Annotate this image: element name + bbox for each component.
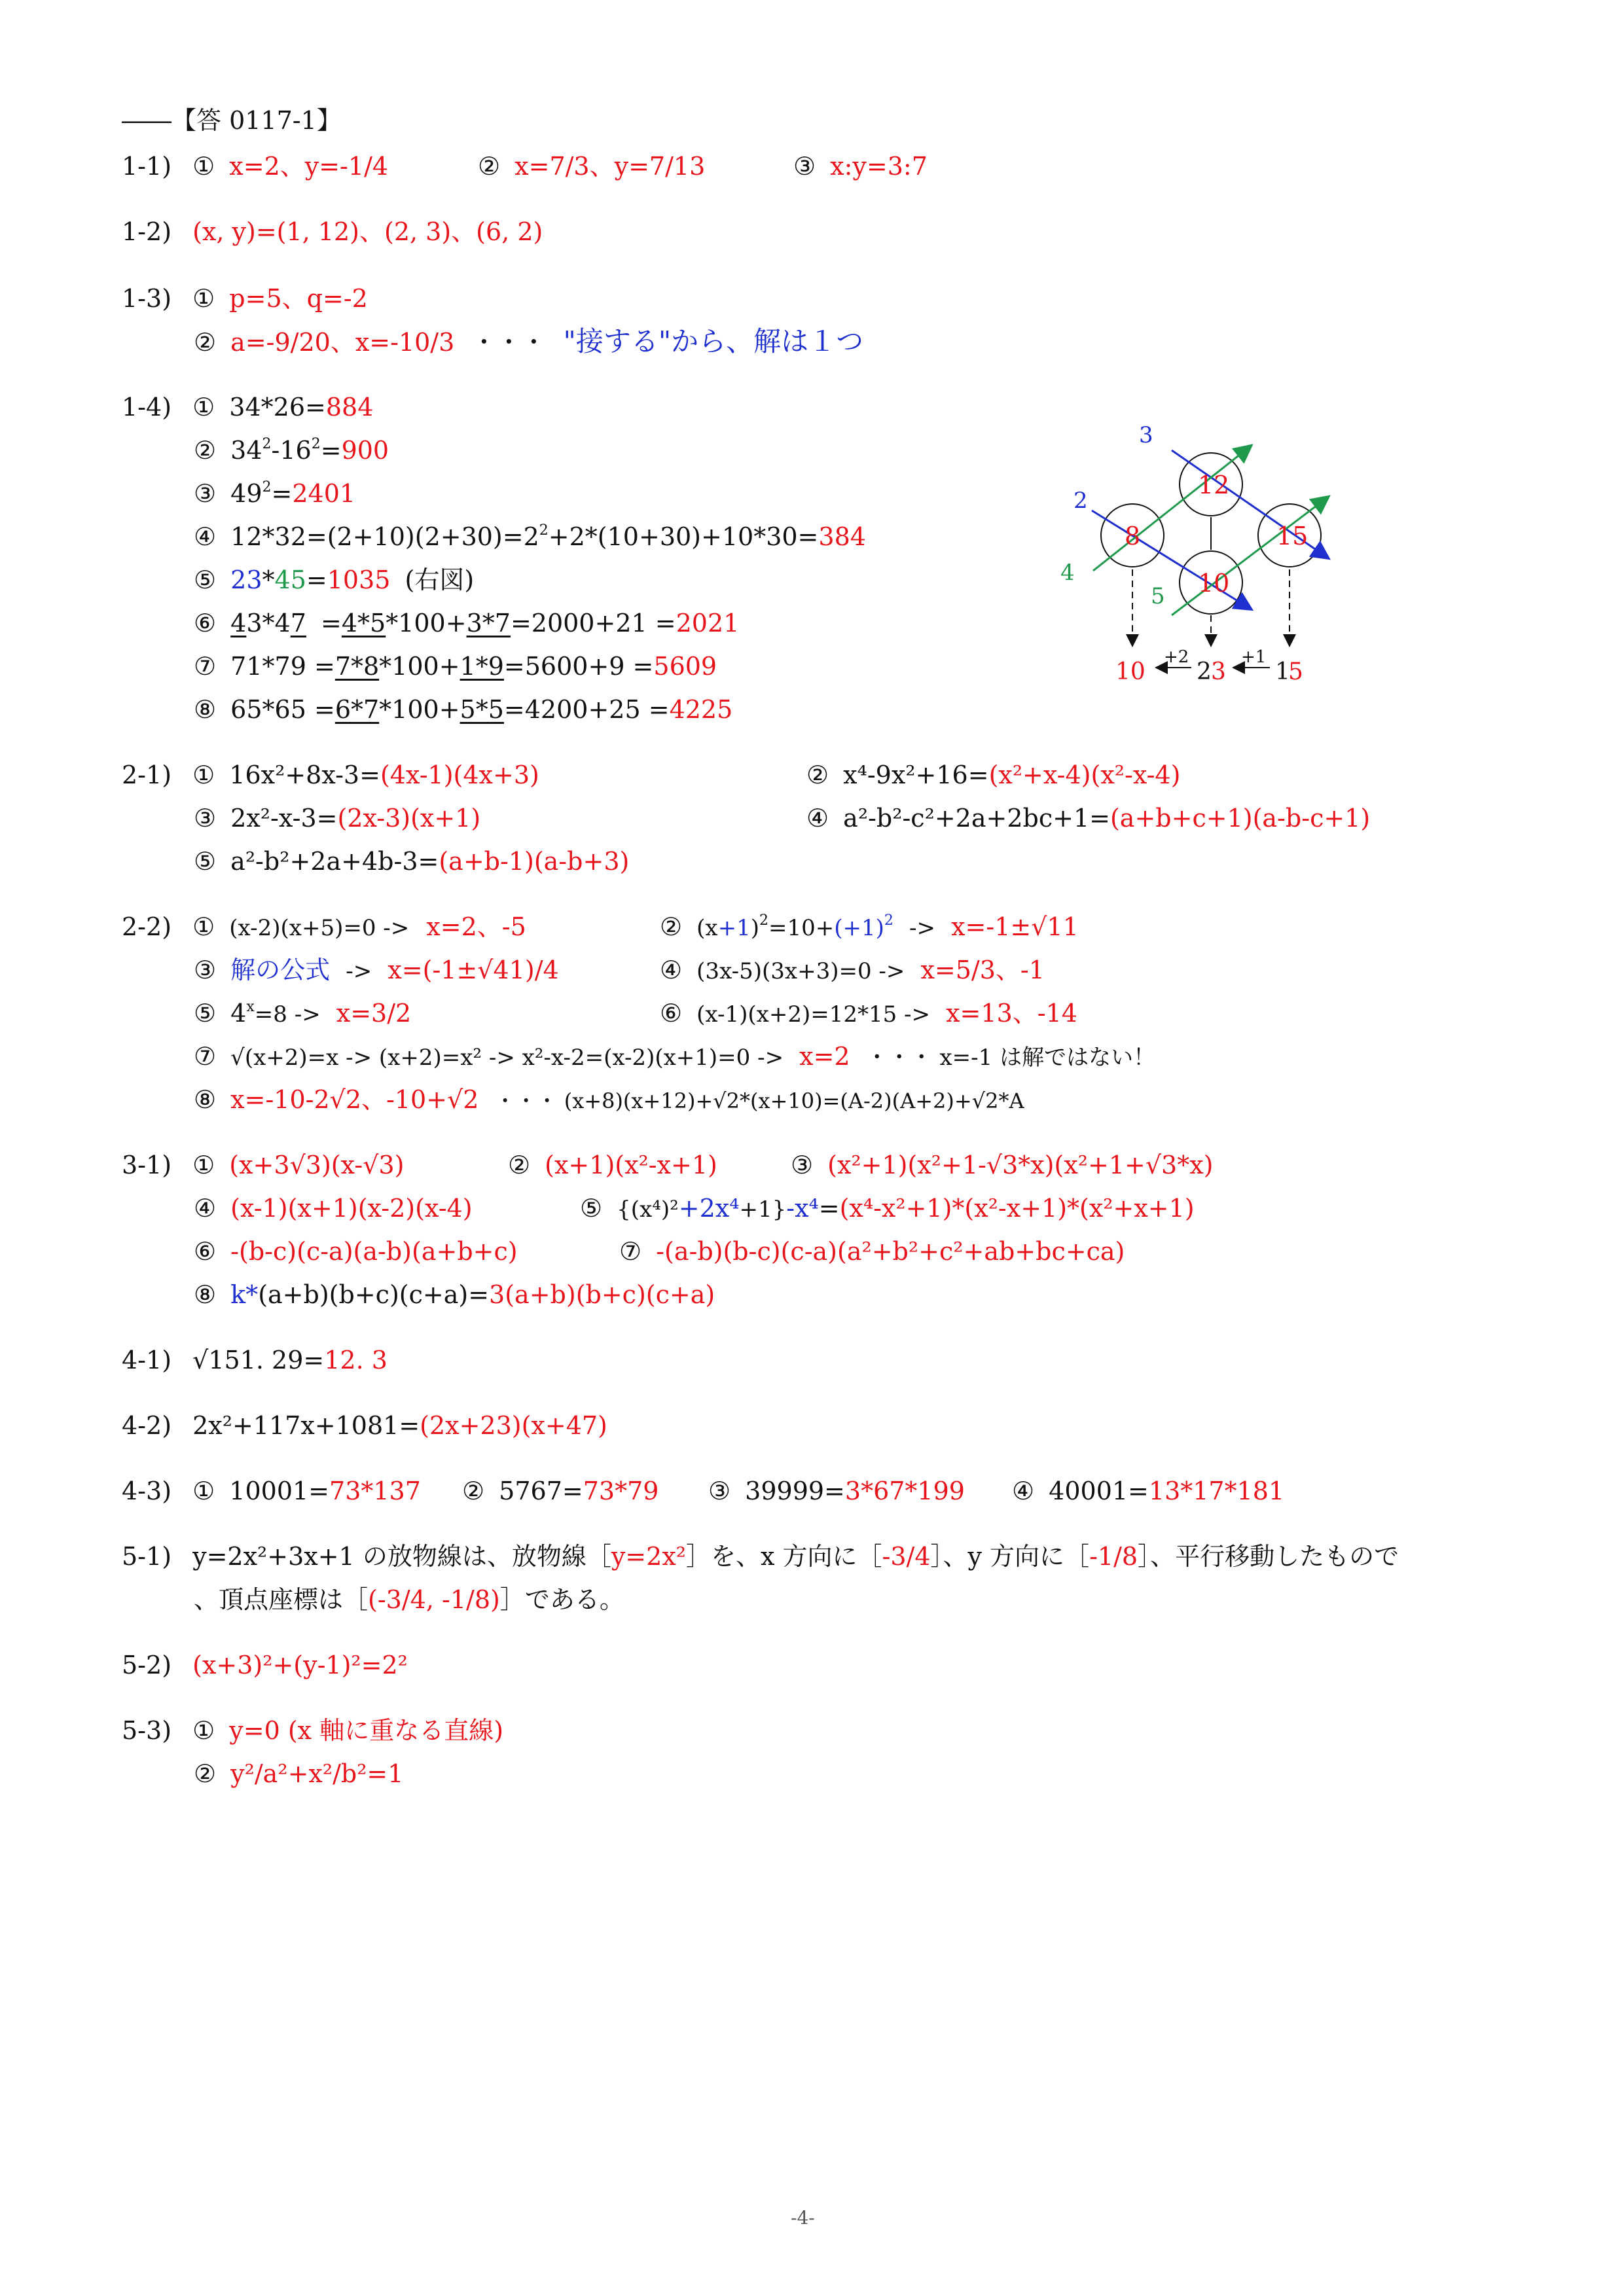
answer: 3*67*199 bbox=[844, 1477, 965, 1505]
result-digit: 2 bbox=[1197, 658, 1212, 685]
blue-term: -x⁴ bbox=[786, 1194, 819, 1223]
answer: 1035 bbox=[327, 565, 391, 594]
choice-1: ① bbox=[192, 1151, 215, 1179]
choice-4: ④ bbox=[194, 1194, 217, 1223]
expr: * bbox=[262, 565, 275, 594]
q1-4-row7 bbox=[194, 651, 717, 682]
expr: 6*7 bbox=[334, 695, 380, 724]
text: ］を、x 方向に［ bbox=[685, 1542, 882, 1571]
answer: (4x-1)(4x+3) bbox=[380, 761, 539, 789]
q1-4-row4 bbox=[194, 521, 866, 552]
q5-2-row bbox=[122, 1649, 408, 1681]
q1-3-row1 bbox=[122, 283, 368, 314]
answer: x=5/3、-1 bbox=[920, 956, 1045, 984]
result-digit: 3 bbox=[1211, 658, 1226, 685]
page-number: -4- bbox=[791, 2207, 815, 2229]
answer: 900 bbox=[341, 436, 389, 465]
expr: = bbox=[306, 565, 327, 594]
q1-1-row bbox=[122, 151, 388, 182]
q3-1-row1b bbox=[508, 1149, 717, 1181]
answer: (2x-3)(x+1) bbox=[337, 804, 481, 833]
q2-2-row1b bbox=[660, 911, 1079, 944]
q2-2-row2 bbox=[194, 954, 559, 987]
q1-1-second bbox=[478, 151, 705, 182]
line-label: 4 bbox=[1060, 560, 1075, 586]
q4-3-row-c bbox=[708, 1475, 965, 1507]
q2-2-row2b bbox=[660, 954, 1045, 987]
choice-8: ⑧ bbox=[194, 695, 217, 724]
blue-term: (+1) bbox=[834, 915, 884, 941]
answer: a=-9/20、x=-10/3 bbox=[230, 328, 455, 357]
choice-6: ⑥ bbox=[194, 1237, 217, 1266]
formula-note: 解の公式 bbox=[230, 956, 331, 984]
line-label: 2 bbox=[1074, 488, 1088, 514]
exponent: 2 bbox=[884, 912, 893, 929]
choice-3: ③ bbox=[708, 1477, 731, 1505]
text: ］である。 bbox=[499, 1585, 624, 1614]
q1-4-label: 1-4) bbox=[122, 393, 172, 422]
carry-label: +2 bbox=[1164, 647, 1189, 667]
expr: x⁴-9x²+16= bbox=[843, 761, 989, 789]
answer: y=0 (x 軸に重なる直線) bbox=[229, 1716, 504, 1745]
expr: -16 bbox=[271, 436, 312, 465]
expr: √151. 29= bbox=[192, 1346, 325, 1374]
answer: (x⁴-x²+1)*(x²-x+1)*(x²+x+1) bbox=[839, 1194, 1195, 1223]
arrow: -> bbox=[346, 958, 372, 984]
q3-1-row2b bbox=[580, 1193, 1195, 1225]
choice-7: ⑦ bbox=[194, 652, 217, 681]
expr: (a+b)(b+c)(c+a)= bbox=[258, 1280, 490, 1309]
q2-1-row1 bbox=[122, 759, 539, 791]
answer: x=2 bbox=[799, 1042, 850, 1071]
expr: *100+ bbox=[386, 609, 467, 637]
answer: 12. 3 bbox=[324, 1346, 388, 1374]
choice-4: ④ bbox=[806, 804, 829, 833]
answer: 4225 bbox=[669, 695, 733, 724]
expr: (3x-5)(3x+3)=0 -> bbox=[696, 958, 905, 984]
expr: +2*(10+30)+10*30= bbox=[548, 522, 819, 551]
expr: 2x²+117x+1081= bbox=[192, 1411, 420, 1440]
answer: 13*17*181 bbox=[1148, 1477, 1285, 1505]
choice-4: ④ bbox=[194, 522, 217, 551]
choice-2: ② bbox=[508, 1151, 531, 1179]
q5-1-row1 bbox=[122, 1541, 1399, 1572]
expr: {(x⁴)² bbox=[617, 1196, 679, 1223]
exponent: x bbox=[246, 999, 255, 1015]
blue-term: +1 bbox=[717, 915, 751, 941]
choice-7: ⑦ bbox=[194, 1042, 217, 1071]
choice-1: ① bbox=[192, 284, 215, 313]
expr: =10+ bbox=[768, 915, 835, 941]
text: ］、平行移動したもので bbox=[1138, 1542, 1399, 1571]
exponent: 2 bbox=[311, 436, 321, 452]
line-5 bbox=[1172, 497, 1327, 615]
q1-3-row2 bbox=[194, 326, 863, 358]
circle-label: 15 bbox=[1276, 522, 1308, 550]
answer: 73*79 bbox=[583, 1477, 659, 1505]
expr: 1*9 bbox=[460, 652, 504, 681]
expr: *100+ bbox=[379, 695, 460, 724]
choice-5: ⑤ bbox=[580, 1194, 603, 1223]
answer: p=5、q=-2 bbox=[229, 284, 368, 313]
note: ・・・ (x+8)(x+12)+√2*(x+10)=(A-2)(A+2)+√2*A bbox=[494, 1088, 1024, 1113]
q1-4-row5 bbox=[194, 564, 474, 596]
q3-1-row1 bbox=[122, 1149, 404, 1181]
expr: = bbox=[271, 479, 293, 508]
choice-3: ③ bbox=[194, 956, 217, 984]
expr: 4 bbox=[230, 609, 247, 637]
expr: = bbox=[320, 436, 342, 465]
choice-5: ⑤ bbox=[194, 565, 217, 594]
answer: x=2、y=-1/4 bbox=[229, 152, 389, 181]
circle-label: 8 bbox=[1125, 522, 1141, 550]
expr: 5767= bbox=[499, 1477, 583, 1505]
expr: 39999= bbox=[745, 1477, 845, 1505]
q1-2-label: 1-2) bbox=[122, 217, 172, 246]
arrow: -> bbox=[909, 915, 935, 941]
expr: 4*5 bbox=[341, 609, 386, 637]
q3-1-row1c bbox=[791, 1149, 1214, 1181]
q4-1-row bbox=[122, 1344, 388, 1376]
blue-term: 23 bbox=[230, 565, 262, 594]
q4-3-row-d bbox=[1012, 1475, 1284, 1507]
choice-2: ② bbox=[194, 328, 217, 357]
multiplication-diagram bbox=[1047, 419, 1362, 694]
choice-1: ① bbox=[192, 912, 215, 941]
answer: -(b-c)(c-a)(a-b)(a+b+c) bbox=[230, 1237, 518, 1266]
choice-5: ⑤ bbox=[194, 999, 217, 1028]
choice-7: ⑦ bbox=[619, 1237, 642, 1266]
blue-term: k* bbox=[230, 1280, 259, 1309]
note: (右図) bbox=[405, 565, 475, 594]
choice-1: ① bbox=[192, 1716, 215, 1745]
answer-header: ――【答 0117-1】 bbox=[122, 106, 342, 135]
answer: x=-1±√11 bbox=[951, 912, 1079, 941]
expr: 7 bbox=[290, 609, 306, 637]
answer: (2x+23)(x+47) bbox=[420, 1411, 607, 1440]
answer: (a+b-1)(a-b+3) bbox=[439, 847, 630, 876]
line-label: 3 bbox=[1139, 422, 1153, 448]
expr: (x bbox=[696, 915, 718, 941]
note: "接する"から、解は１つ bbox=[563, 325, 864, 357]
q2-2-row5 bbox=[194, 1084, 1024, 1117]
q5-1-row2 bbox=[194, 1584, 624, 1615]
choice-2: ② bbox=[478, 152, 501, 181]
text: y=2x²+3x+1 の放物線は、放物線［ bbox=[192, 1542, 611, 1571]
q2-1-row1b bbox=[806, 759, 1180, 791]
answer: x=(-1±√41)/4 bbox=[388, 956, 559, 984]
choice-4: ④ bbox=[1012, 1477, 1035, 1505]
answer: (x²+x-4)(x²-x-4) bbox=[988, 761, 1181, 789]
expr: (x-1)(x+2)=12*15 -> bbox=[696, 1001, 931, 1028]
answer: x=2、-5 bbox=[426, 912, 526, 941]
answer: x=3/2 bbox=[336, 999, 412, 1028]
q3-1-row4 bbox=[194, 1279, 715, 1310]
choice-2: ② bbox=[462, 1477, 485, 1505]
q5-3-label: 5-3) bbox=[122, 1716, 172, 1745]
q4-2-label: 4-2) bbox=[122, 1411, 172, 1440]
q4-2-row bbox=[122, 1410, 607, 1441]
q1-4-row3 bbox=[194, 478, 355, 509]
expr: =4200+25 = bbox=[503, 695, 670, 724]
answer: -(a-b)(b-c)(c-a)(a²+b²+c²+ab+bc+ca) bbox=[656, 1237, 1125, 1266]
choice-1: ① bbox=[192, 1477, 215, 1505]
q5-1-label: 5-1) bbox=[122, 1542, 172, 1571]
q2-2-label: 2-2) bbox=[122, 912, 172, 941]
expr: 12*32=(2+10)(2+30)=2 bbox=[230, 522, 539, 551]
choice-6: ⑥ bbox=[194, 609, 217, 637]
q5-2-label: 5-2) bbox=[122, 1651, 172, 1679]
answer: -1/8 bbox=[1089, 1542, 1138, 1571]
choice-4: ④ bbox=[660, 956, 683, 984]
q2-1-label: 2-1) bbox=[122, 761, 172, 789]
choice-3: ③ bbox=[194, 804, 217, 833]
exponent: 2 bbox=[262, 479, 272, 495]
blue-term: +2x⁴ bbox=[678, 1194, 740, 1223]
answer: 5609 bbox=[653, 652, 717, 681]
choice-3: ③ bbox=[791, 1151, 814, 1179]
answer: x=-10-2√2、-10+√2 bbox=[230, 1085, 479, 1114]
choice-2: ② bbox=[194, 436, 217, 465]
expr: = bbox=[321, 609, 342, 637]
q2-2-row4 bbox=[194, 1041, 1155, 1073]
q2-1-row2b bbox=[806, 802, 1370, 834]
answer: 3(a+b)(b+c)(c+a) bbox=[489, 1280, 715, 1309]
q5-3-row1 bbox=[122, 1715, 503, 1746]
exponent: 2 bbox=[539, 522, 549, 539]
expr: ) bbox=[750, 915, 760, 941]
choice-6: ⑥ bbox=[660, 999, 683, 1028]
choice-8: ⑧ bbox=[194, 1280, 217, 1309]
choice-3: ③ bbox=[793, 152, 816, 181]
q1-1-label: 1-1) bbox=[122, 152, 172, 181]
answer: (x, y)=(1, 12)、(2, 3)、(6, 2) bbox=[192, 217, 543, 246]
exponent: 2 bbox=[759, 912, 769, 929]
expr: =8 -> bbox=[254, 1001, 321, 1028]
expr: 16x²+8x-3= bbox=[229, 761, 380, 789]
text: ］、y 方向に［ bbox=[930, 1542, 1090, 1571]
result-digit: 1 bbox=[1275, 658, 1290, 685]
expr: 5*5 bbox=[460, 695, 504, 724]
q1-4-row2 bbox=[194, 435, 389, 466]
q2-2-row1 bbox=[122, 911, 526, 944]
q1-4-row6 bbox=[194, 607, 739, 639]
q5-3-row2 bbox=[194, 1758, 403, 1789]
choice-1: ① bbox=[192, 761, 215, 789]
dots: ・・・ bbox=[471, 328, 547, 357]
circle-label: 12 bbox=[1198, 471, 1230, 499]
expr: 3*4 bbox=[246, 609, 291, 637]
choice-1: ① bbox=[192, 393, 215, 422]
carry-label: +1 bbox=[1241, 647, 1267, 667]
expr: 4 bbox=[230, 999, 247, 1028]
expr: 34 bbox=[230, 436, 262, 465]
q2-1-row3 bbox=[194, 846, 629, 877]
expr: 7*8 bbox=[334, 652, 380, 681]
q3-1-label: 3-1) bbox=[122, 1151, 172, 1179]
expr: 2x²-x-3= bbox=[230, 804, 338, 833]
q1-4-row1 bbox=[122, 391, 373, 423]
text: 、頂点座標は［ bbox=[194, 1585, 369, 1614]
q4-3-label: 4-3) bbox=[122, 1477, 172, 1505]
line-label: 5 bbox=[1151, 583, 1165, 609]
expr: 49 bbox=[230, 479, 262, 508]
q2-2-row3 bbox=[194, 997, 411, 1030]
answer: y²/a²+x²/b²=1 bbox=[230, 1759, 404, 1788]
q2-1-row2 bbox=[194, 802, 480, 834]
answer: (x+3√3)(x-√3) bbox=[229, 1151, 405, 1179]
expr: *100+ bbox=[379, 652, 460, 681]
q4-1-label: 4-1) bbox=[122, 1346, 172, 1374]
answer: 884 bbox=[325, 393, 374, 422]
expr: =2000+21 = bbox=[510, 609, 676, 637]
q3-1-row3b bbox=[619, 1236, 1125, 1267]
exponent: 2 bbox=[262, 436, 272, 452]
circle-label: 10 bbox=[1198, 569, 1230, 598]
q1-4-row8 bbox=[194, 694, 732, 725]
answer: 73*137 bbox=[329, 1477, 421, 1505]
answer: x:y=3:7 bbox=[830, 152, 928, 181]
answer: (x+3)²+(y-1)²=2² bbox=[192, 1651, 408, 1679]
answer: y=2x² bbox=[611, 1542, 686, 1571]
q1-1-third bbox=[793, 151, 928, 182]
q1-3-label: 1-3) bbox=[122, 284, 172, 313]
q3-1-row3 bbox=[194, 1236, 518, 1267]
answer: (a+b+c+1)(a-b-c+1) bbox=[1110, 804, 1371, 833]
q4-3-row bbox=[122, 1475, 421, 1507]
result-digit: 5 bbox=[1288, 658, 1303, 685]
green-term: 45 bbox=[274, 565, 306, 594]
expr: 10001= bbox=[229, 1477, 330, 1505]
note: ・・・ x=-1 は解ではない！ bbox=[865, 1045, 1156, 1071]
answer: (-3/4, -1/8) bbox=[368, 1585, 500, 1614]
expr: 71*79 = bbox=[230, 652, 335, 681]
choice-2: ② bbox=[194, 1759, 217, 1788]
answer: 384 bbox=[818, 522, 866, 551]
q3-1-row2 bbox=[194, 1193, 473, 1224]
answer: (x+1)(x²-x+1) bbox=[545, 1151, 717, 1179]
expr: = bbox=[818, 1194, 840, 1223]
answer: x=13、-14 bbox=[946, 999, 1077, 1028]
choice-2: ② bbox=[806, 761, 829, 789]
answer: x=7/3、y=7/13 bbox=[514, 152, 706, 181]
result-digit: 10 bbox=[1115, 658, 1146, 685]
expr: a²-b²+2a+4b-3= bbox=[230, 847, 439, 876]
expr: 34*26= bbox=[229, 393, 326, 422]
q1-2-row bbox=[122, 216, 543, 247]
expr: 65*65 = bbox=[230, 695, 335, 724]
choice-8: ⑧ bbox=[194, 1085, 217, 1114]
answer: -3/4 bbox=[882, 1542, 931, 1571]
expr: (x-2)(x+5)=0 -> bbox=[229, 915, 410, 941]
answer: 2401 bbox=[292, 479, 356, 508]
expr: 40001= bbox=[1049, 1477, 1149, 1505]
choice-1: ① bbox=[192, 152, 215, 181]
expr: 3*7 bbox=[466, 609, 511, 637]
q2-2-row3b bbox=[660, 997, 1077, 1030]
choice-2: ② bbox=[660, 912, 683, 941]
choice-3: ③ bbox=[194, 479, 217, 508]
expr: +1} bbox=[739, 1196, 787, 1223]
expr: =5600+9 = bbox=[503, 652, 654, 681]
answer: (x-1)(x+1)(x-2)(x-4) bbox=[230, 1194, 473, 1223]
choice-5: ⑤ bbox=[194, 847, 217, 876]
q4-3-row-b bbox=[462, 1475, 659, 1507]
answer: 2021 bbox=[676, 609, 740, 637]
expr: √(x+2)=x -> (x+2)=x² -> x²-x-2=(x-2)(x+1)=0 -> bbox=[230, 1045, 784, 1071]
expr: a²-b²-c²+2a+2bc+1= bbox=[843, 804, 1110, 833]
answer: (x²+1)(x²+1-√3*x)(x²+1+√3*x) bbox=[827, 1151, 1214, 1179]
